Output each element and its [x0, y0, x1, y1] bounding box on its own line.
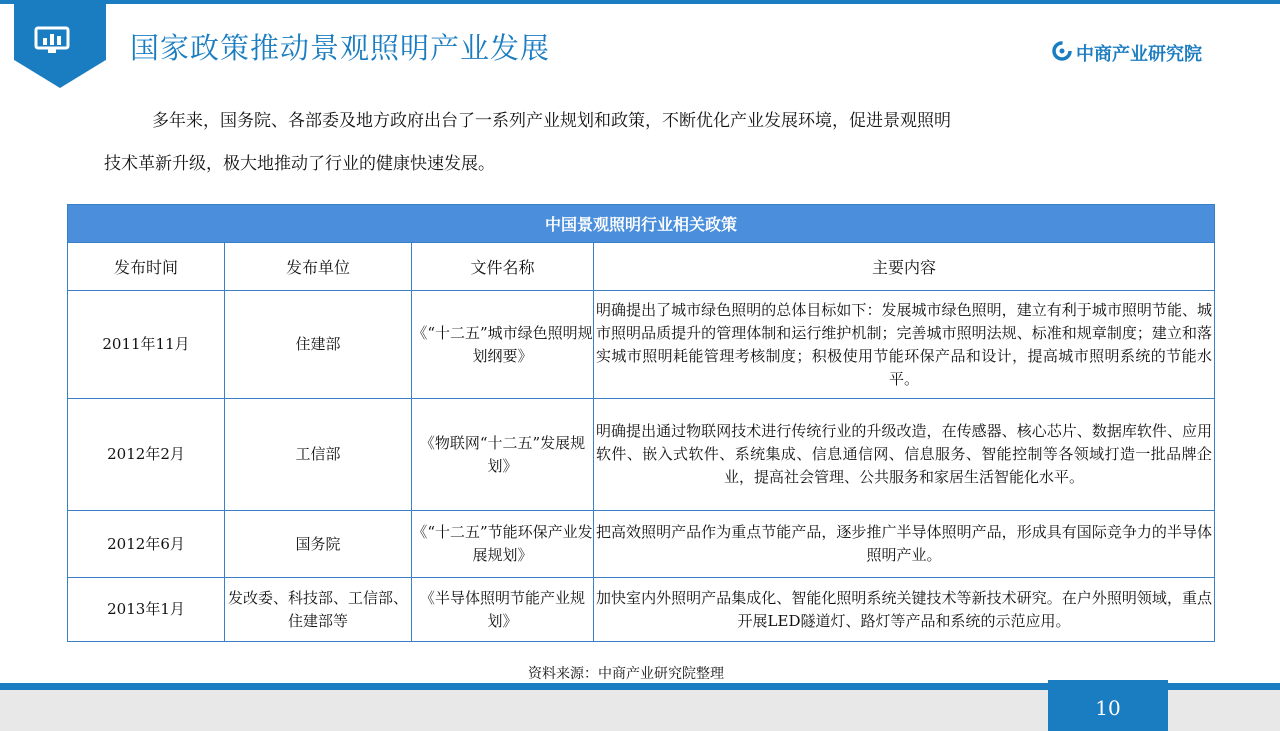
top-accent-line — [0, 0, 1280, 4]
intro-line-2: 技术革新升级，极大地推动了行业的健康快速发展。 — [104, 154, 495, 174]
table-row — [68, 291, 1215, 399]
table-caption-row — [68, 205, 1215, 243]
row-unit: 发改委、科技部、工信部、住建部等 — [225, 578, 412, 642]
table-header-row — [68, 243, 1215, 291]
row-date: 2011年11月 — [68, 291, 225, 399]
page-title: 国家政策推动景观照明产业发展 — [130, 31, 551, 65]
row-date: 2012年6月 — [68, 511, 225, 578]
row-document: 《“十二五”节能环保产业发展规划》 — [412, 511, 594, 578]
row-unit: 住建部 — [225, 291, 412, 399]
row-content: 明确提出了城市绿色照明的总体目标如下：发展城市绿色照明，建立有利于城市照明节能、城市照明品质提升的管理体制和运行维护机制；完善城市照明法规、标准和规章制度；建立和落实城市照明耗能管理考核制度；积极使用节能环保产品和设计，提高城市照明系统的节能水平。 — [594, 291, 1215, 399]
row-unit: 工信部 — [225, 399, 412, 511]
chart-monitor-icon — [34, 26, 70, 58]
source-note: 资料来源：中商产业研究院整理 — [528, 666, 724, 682]
row-date: 2012年2月 — [68, 399, 225, 511]
row-document: 《物联网“十二五”发展规划》 — [412, 399, 594, 511]
row-content: 把高效照明产品作为重点节能产品，逐步推广半导体照明产品，形成具有国际竞争力的半导体照明产业。 — [594, 511, 1215, 578]
policy-table — [67, 204, 1215, 642]
table-row — [68, 511, 1215, 578]
column-header-date: 发布时间 — [68, 243, 225, 291]
table-row — [68, 399, 1215, 511]
row-content: 明确提出通过物联网技术进行传统行业的升级改造，在传感器、核心芯片、数据库软件、应用软件、嵌入式软件、系统集成、信息通信网、信息服务、智能控制等各领域打造一批品牌企业，提高社会管理、公共服务和家居生活智能化水平。 — [594, 399, 1215, 511]
brand-name: 中商产业研究院 — [1076, 44, 1202, 65]
row-date: 2013年1月 — [68, 578, 225, 642]
column-header-unit: 发布单位 — [225, 243, 412, 291]
intro-line-1: 多年来，国务院、各部委及地方政府出台了一系列产业规划和政策，不断优化产业发展环境，促进景观照明 — [152, 111, 951, 131]
row-content: 加快室内外照明产品集成化、智能化照明系统关键技术等新技术研究。在户外照明领域，重点开展LED隧道灯、路灯等产品和系统的示范应用。 — [594, 578, 1215, 642]
row-document: 《“十二五”城市绿色照明规划纲要》 — [412, 291, 594, 399]
brand-logo-icon — [1052, 41, 1072, 65]
column-header-content: 主要内容 — [594, 243, 1215, 291]
row-document: 《半导体照明节能产业规划》 — [412, 578, 594, 642]
column-header-document: 文件名称 — [412, 243, 594, 291]
row-unit: 国务院 — [225, 511, 412, 578]
intro-paragraph — [104, 100, 1184, 186]
brand — [1052, 40, 1202, 66]
page-number: 10 — [1048, 680, 1168, 731]
table-row — [68, 578, 1215, 642]
table-caption: 中国景观照明行业相关政策 — [68, 205, 1215, 243]
